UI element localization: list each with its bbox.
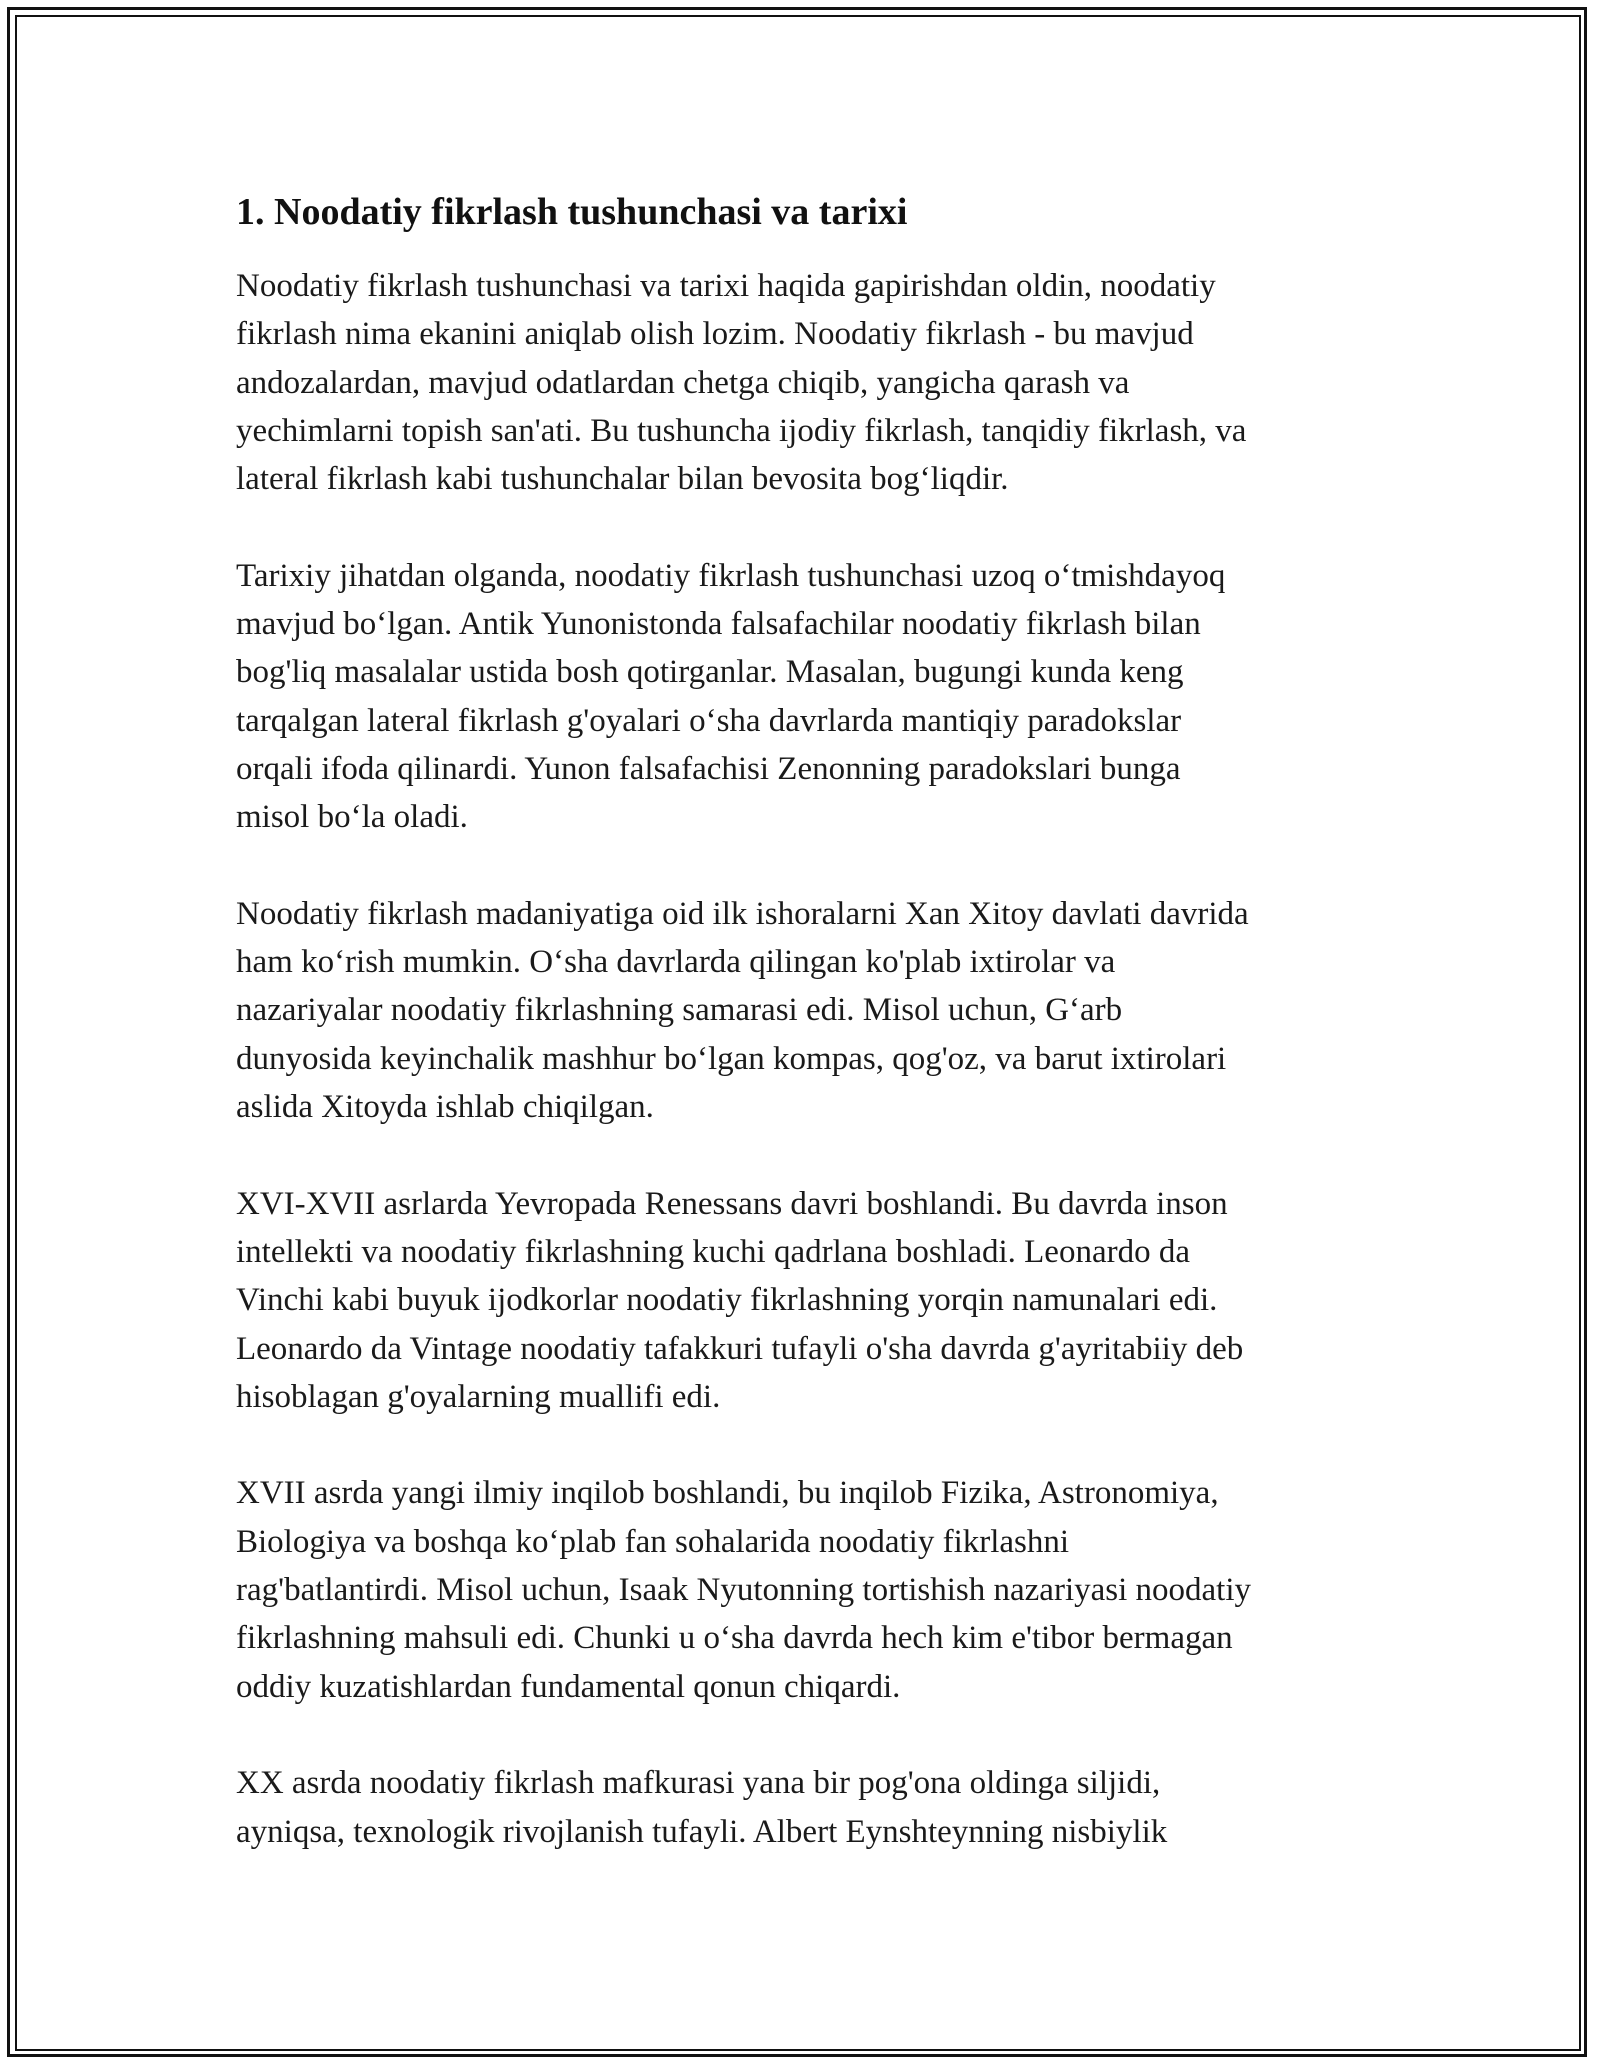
paragraph-ancient-greece: Tarixiy jihatdan olganda, noodatiy fikrlash tushunchasi uzoq o‘tmishdayoq mavjud bo‘lgan. Antik Yunonistonda falsafachilar noodatiy fikrlash bilan bog'liq masalalar ustida bosh qotirganlar. Masalan, bugungi kunda keng tarqalgan lateral fikrlash g'oyalari o‘sha davrlarda mantiqiy paradokslar orqali ifoda qilinardi. Yunon falsafachisi Zenonning paradokslari bunga misol bo‘la oladi. [236, 557, 1226, 836]
document-body [236, 188, 1366, 1904]
paragraph-renaissance: XVI-XVII asrlarda Yevropada Renessans davri boshlandi. Bu davrda inson intellekti va noodatiy fikrlashning kuchi qadrlana boshladi. Leonardo da Vinchi kabi buyuk ijodkorlar noodatiy fikrlashning yorqin namunalari edi. Leonardo da Vintage noodatiy tafakkuri tufayli o'sha davrda g'ayritabiiy deb hisoblagan g'oyalarning muallifi edi. [236, 1185, 1244, 1415]
paragraph-scientific-revolution: XVII asrda yangi ilmiy inqilob boshlandi, bu inqilob Fizika, Astronomiya, Biologiya va boshqa ko‘plab fan sohalarida noodatiy fikrlashni rag'batlantirdi. Misol uchun, Isaak Nyutonning tortishish nazariyasi noodatiy fikrlashning mahsuli edi. Chunki u o‘sha davrda hech kim e'tibor bermagan oddiy kuzatishlardan fundamental qonun chiqardi. [236, 1475, 1252, 1705]
paragraph-han-china: Noodatiy fikrlash madaniyatiga oid ilk ishoralarni Xan Xitoy davlati davrida ham ko‘rish mumkin. O‘sha davrlarda qilingan ko'plab ixtirolar va nazariyalar noodatiy fikrlashning samarasi edi. Misol uchun, G‘arb dunyosida keyinchalik mashhur bo‘lgan kompas, qog'oz, va barut ixtirolari aslida Xitoyda ishlab chiqilgan. [236, 895, 1249, 1126]
section-heading: 1. Noodatiy fikrlash tushunchasi va tarixi [236, 191, 908, 233]
paragraph-definition: Noodatiy fikrlash tushunchasi va tarixi haqida gapirishdan oldin, noodatiy fikrlash nima ekanini aniqlab olish lozim. Noodatiy fikrlash - bu mavjud andozalardan, mavjud odatlardan chetga chiqib, yangicha qarash va yechimlarni topish san'ati. Bu tushuncha ijodiy fikrlash, tanqidiy fikrlash, va lateral fikrlash kabi tushunchalar bilan bevosita bog‘liqdir. [236, 268, 1247, 498]
paragraph-twentieth-century: XX asrda noodatiy fikrlash mafkurasi yana bir pog'ona oldinga siljidi, ayniqsa, texnologik rivojlanish tufayli. Albert Eynshteynning nisbiylik [236, 1765, 1168, 1850]
